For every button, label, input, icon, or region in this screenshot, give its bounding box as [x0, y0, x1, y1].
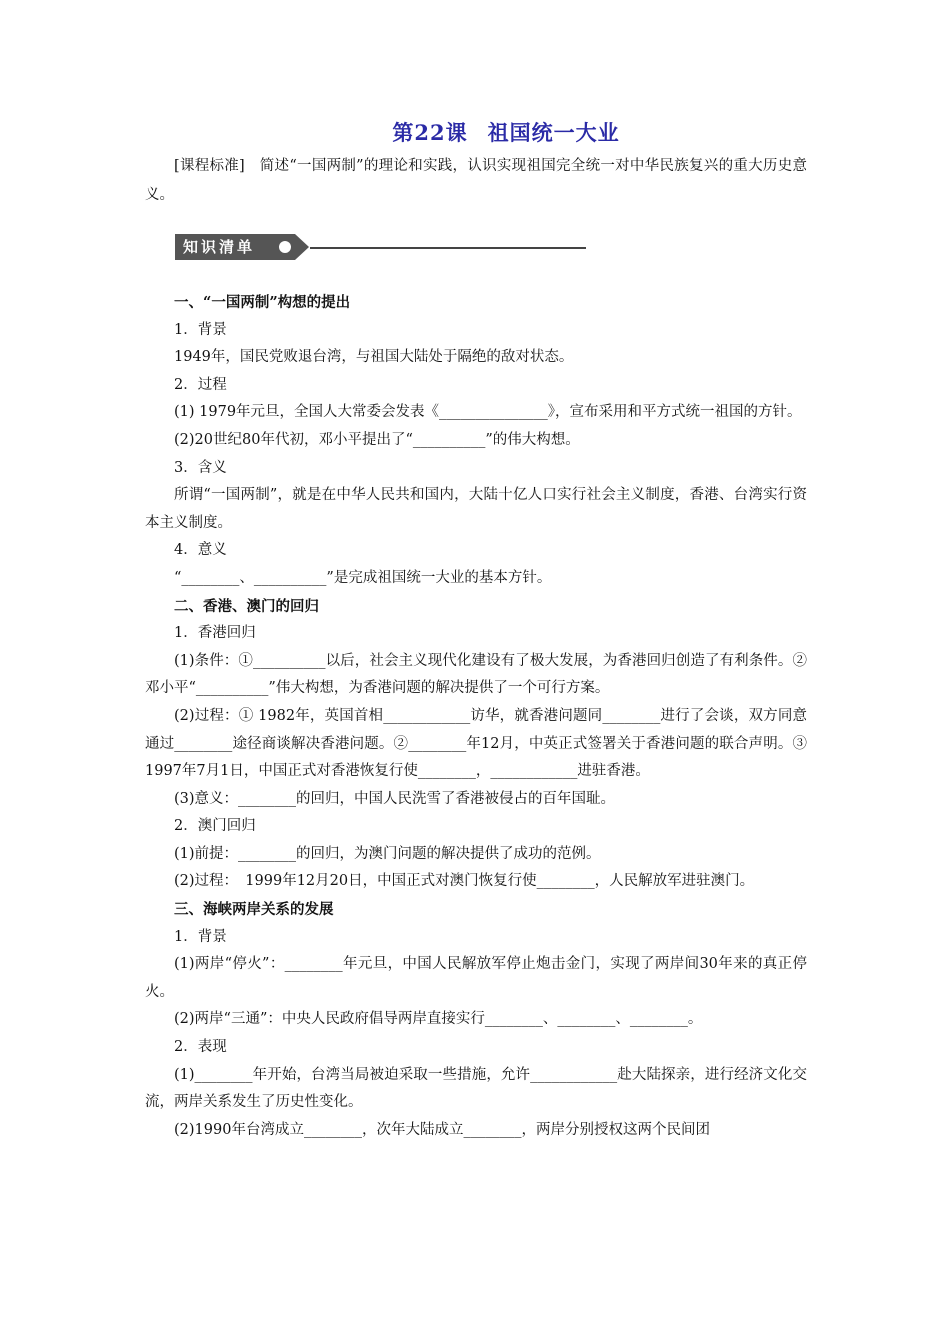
section-heading-1: 一、“一国两制”构想的提出 — [174, 294, 351, 311]
fill-blank-item: (3)意义：________的回归，中国人民洗雪了香港被侵占的百年国耻。 — [174, 790, 616, 807]
banner-label: 知识清单 — [175, 234, 295, 260]
fill-blank-item: (2)过程：① 1982年，英国首相____________访华，就香港问题同________进行了会谈，双方同意通过________途径商谈解决香港问题。②________年12月，中英正式签署关于香港问题的联合声明。③ 1997年7月1日，中国正式对香港恢复行使________，____________进驻香港。 — [145, 707, 807, 780]
fill-blank-item: (1)两岸“停火”：________年元旦，中国人民解放军停止炮击金门，实现了两岸间30年来的真正停火。 — [145, 956, 807, 1000]
text-line: 1949年，国民党败退台湾，与祖国大陆处于隔绝的敌对状态。 — [174, 349, 574, 366]
lesson-number: 第22课 — [392, 120, 468, 145]
subheading: 4．意义 — [174, 542, 227, 559]
subheading: 2．过程 — [174, 376, 227, 393]
fill-blank-item: (1)条件：①__________以后，社会主义现代化建设有了极大发展，为香港回归创造了有利条件。②邓小平“__________”伟大构想，为香港问题的解决提供了一个可行方案。 — [145, 652, 807, 697]
lesson-title — [205, 118, 807, 148]
fill-blank-item: (2)两岸“三通”：中央人民政府倡导两岸直接实行________、________、________。 — [174, 1011, 703, 1028]
fill-blank-item: (2)过程： 1999年12月20日，中国正式对澳门恢复行使________，人民解放军进驻澳门。 — [174, 873, 755, 890]
course-standard: [课程标准] 简述“一国两制”的理论和实践，认识实现祖国完全统一对中华民族复兴的重大历史意义。 — [145, 158, 807, 203]
subheading: 2．澳门回归 — [174, 818, 256, 835]
subheading: 3．含义 — [174, 459, 227, 476]
document-page — [145, 118, 807, 1144]
banner-rule — [310, 247, 586, 249]
subheading: 1．背景 — [174, 928, 227, 945]
subheading: 1．背景 — [174, 321, 227, 338]
fill-blank-item: (2)20世纪80年代初，邓小平提出了“__________”的伟大构想。 — [174, 431, 580, 448]
bullet-dot-icon — [279, 241, 291, 253]
fill-blank-item: (1)________年开始，台湾当局被迫采取一些措施，允许____________赴大陆探亲，进行经济文化交流，两岸关系发生了历史性变化。 — [145, 1066, 807, 1111]
section-heading-2: 二、香港、澳门的回归 — [174, 597, 319, 615]
text-line: 所谓“一国两制”，就是在中华人民共和国内，大陆十亿人口实行社会主义制度，香港、台湾实行资本主义制度。 — [145, 487, 807, 531]
subheading: 1．香港回归 — [174, 625, 256, 642]
fill-blank-item: (1)前提：________的回归，为澳门问题的解决提供了成功的范例。 — [174, 845, 601, 862]
fill-blank-item: (1) 1979年元旦，全国人大常委会发表《_______________》，宣布采用和平方式统一祖国的方针。 — [174, 404, 802, 421]
fill-blank-item: “________、__________”是完成祖国统一大业的基本方针。 — [174, 569, 552, 586]
fill-blank-item: (2)1990年台湾成立________，次年大陆成立________，两岸分别授权这两个民间团 — [174, 1121, 710, 1138]
subheading: 2．表现 — [174, 1039, 227, 1056]
section-heading-3: 三、海峡两岸关系的发展 — [174, 901, 334, 919]
section-banner — [175, 227, 807, 267]
lesson-topic: 祖国统一大业 — [487, 120, 620, 145]
